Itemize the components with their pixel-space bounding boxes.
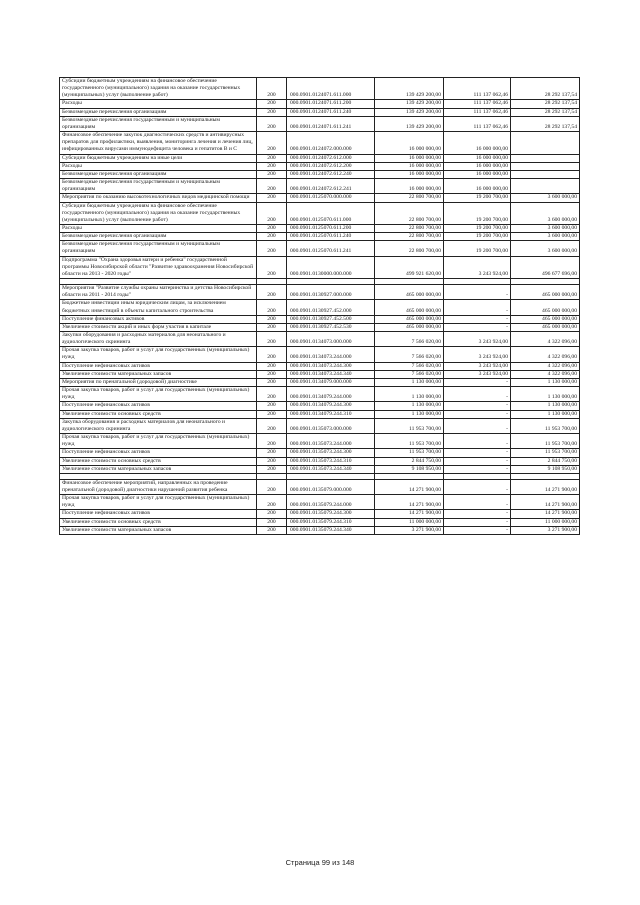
line-code-cell: 200 [257,116,287,131]
expense-name-cell: Поступление нефинансовых активов [60,449,257,457]
unexecuted-amount-cell: 28 292 137,54 [511,108,580,116]
unexecuted-amount-cell: 2 844 750,00 [511,457,580,465]
unexecuted-amount-cell: 11 953 700,00 [511,449,580,457]
approved-amount-cell: 16 000 000,00 [375,132,444,154]
expense-name-cell: Финансовое обеспечение мероприятий, направленных на проведение пренатальной (дородовой) диагностики нарушений развития ребенка [60,479,257,494]
approved-amount-cell: 139 429 200,00 [375,108,444,116]
unexecuted-amount-cell: 4 322 096,00 [511,370,580,378]
approved-amount-cell: 14 271 900,00 [375,495,444,510]
budget-classification-cell: 000.0901.0124071.611.200 [287,100,375,108]
expense-name-cell: Увеличение стоимости основных средств [60,518,257,526]
executed-amount-cell: - [444,315,511,323]
unexecuted-amount-cell: 1 130 000,00 [511,402,580,410]
budget-table [59,77,580,535]
table-row [60,179,580,194]
budget-classification-cell: 000.0901.0135073.244.300 [287,449,375,457]
budget-classification-cell: 000.0901.0124072.612.200 [287,162,375,170]
table-row [60,194,580,202]
unexecuted-amount-cell [511,162,580,170]
line-code-cell: 200 [257,510,287,518]
line-code-cell: 200 [257,194,287,202]
executed-amount-cell: - [444,479,511,494]
expense-name-cell: Прочая закупка товаров, работ и услуг для государственных (муниципальных) нужд [60,347,257,362]
line-code-cell: 200 [257,179,287,194]
approved-amount-cell: 1 130 000,00 [375,410,444,418]
expense-name-cell: Поступление нефинансовых активов [60,510,257,518]
line-code-cell: 200 [257,100,287,108]
executed-amount-cell: 3 243 924,00 [444,362,511,370]
unexecuted-amount-cell: 14 271 900,00 [511,510,580,518]
table-row [60,510,580,518]
line-code-cell: 200 [257,457,287,465]
approved-amount-cell: 7 566 020,00 [375,362,444,370]
table-row [60,479,580,494]
line-code-cell: 200 [257,202,287,224]
approved-amount-cell: 465 000 000,00 [375,300,444,315]
unexecuted-amount-cell: 465 000 000,00 [511,315,580,323]
executed-amount-cell: 19 200 700,00 [444,241,511,256]
approved-amount-cell: 22 800 700,00 [375,233,444,241]
unexecuted-amount-cell: 28 292 137,54 [511,100,580,108]
budget-classification-cell: 000.0901.0124072.612.000 [287,154,375,162]
unexecuted-amount-cell: 11 953 700,00 [511,418,580,433]
budget-classification-cell: 000.0901.0130927.452.530 [287,323,375,331]
line-code-cell: 200 [257,241,287,256]
executed-amount-cell: 16 000 000,00 [444,162,511,170]
budget-classification-cell: 000.0901.0125070.611.240 [287,233,375,241]
table-row [60,241,580,256]
expense-name-cell: Финансовое обеспечение закупок диагностических средств и антивирусных препаратов для профилактики, выявления, мониторинга лечения и лечения лиц, инфицированных вирусами иммунодефицита человека и гепатитов В и С [60,132,257,154]
budget-classification-cell: 000.0901.0135073.000.000 [287,418,375,433]
executed-amount-cell: 111 137 062,46 [444,78,511,100]
executed-amount-cell: 3 243 924,00 [444,332,511,347]
table-row [60,315,580,323]
approved-amount-cell: 14 271 900,00 [375,510,444,518]
executed-amount-cell: 111 137 062,46 [444,116,511,131]
table-row [60,116,580,131]
line-code-cell: 200 [257,300,287,315]
executed-amount-cell: - [444,387,511,402]
executed-amount-cell: 16 000 000,00 [444,132,511,154]
executed-amount-cell: - [444,495,511,510]
approved-amount-cell: 22 800 700,00 [375,224,444,232]
line-code-cell: 200 [257,162,287,170]
line-code-cell: 200 [257,132,287,154]
approved-amount-cell: 9 108 950,00 [375,465,444,473]
line-code-cell: 200 [257,410,287,418]
line-code-cell: 200 [257,347,287,362]
unexecuted-amount-cell: 11 953 700,00 [511,434,580,449]
expense-name-cell: Мероприятия по оказанию высокотехнологичных видов медицинской помощи [60,194,257,202]
executed-amount-cell: - [444,378,511,386]
budget-table-body [60,78,580,535]
table-row [60,154,580,162]
executed-amount-cell: - [444,465,511,473]
executed-amount-cell: - [444,418,511,433]
expense-name-cell: Бюджетные инвестиции иным юридическим лицам, за исключением бюджетных инвестиций в объекты капитального строительства [60,300,257,315]
line-code-cell: 200 [257,256,287,278]
expense-name-cell: Расходы [60,100,257,108]
table-row [60,370,580,378]
budget-classification-cell: 000.0901.0130927.000.000 [287,285,375,300]
approved-amount-cell: 2 844 750,00 [375,457,444,465]
line-code-cell: 200 [257,315,287,323]
table-row [60,518,580,526]
line-code-cell: 200 [257,378,287,386]
budget-classification-cell: 000.0901.0134079.244.000 [287,387,375,402]
approved-amount-cell: 16 000 000,00 [375,154,444,162]
budget-classification-cell: 000.0901.0124071.611.000 [287,78,375,100]
unexecuted-amount-cell: 4 322 096,00 [511,362,580,370]
budget-classification-cell: 000.0901.0135079.244.310 [287,518,375,526]
approved-amount-cell: 139 429 200,00 [375,100,444,108]
line-code-cell: 200 [257,449,287,457]
table-row [60,465,580,473]
line-code-cell: 200 [257,224,287,232]
table-row [60,256,580,278]
table-row [60,162,580,170]
expense-name-cell: Расходы [60,162,257,170]
unexecuted-amount-cell: 28 292 137,54 [511,78,580,100]
unexecuted-amount-cell: 1 130 000,00 [511,378,580,386]
expense-name-cell: Безвозмездные перечисления организациям [60,108,257,116]
approved-amount-cell: 16 000 000,00 [375,162,444,170]
expense-name-cell: Прочая закупка товаров, работ и услуг для государственных (муниципальных) нужд [60,387,257,402]
executed-amount-cell: 3 243 924,00 [444,256,511,278]
budget-classification-cell: 000.0901.0135079.244.340 [287,526,375,534]
executed-amount-cell: - [444,457,511,465]
expense-name-cell: Увеличение стоимости основных средств [60,457,257,465]
approved-amount-cell: 139 429 200,00 [375,78,444,100]
approved-amount-cell: 7 566 020,00 [375,370,444,378]
expense-name-cell: Подпрограмма "Охрана здоровья матери и ребенка" государственной программы Новосибирской области "Развитие здравоохранения Новосибирской области на 2013 - 2020 годы" [60,256,257,278]
unexecuted-amount-cell: 11 000 000,00 [511,518,580,526]
unexecuted-amount-cell [511,170,580,178]
line-code-cell: 200 [257,78,287,100]
approved-amount-cell: 465 000 000,00 [375,285,444,300]
unexecuted-amount-cell: 465 000 000,00 [511,285,580,300]
budget-classification-cell: 000.0901.0134073.000.000 [287,332,375,347]
unexecuted-amount-cell: 3 271 900,00 [511,526,580,534]
line-code-cell: 200 [257,434,287,449]
approved-amount-cell: 465 000 000,00 [375,315,444,323]
line-code-cell: 200 [257,465,287,473]
executed-amount-cell: - [444,518,511,526]
budget-classification-cell: 000.0901.0130000.000.000 [287,256,375,278]
expense-name-cell: Безвозмездные перечисления государственным и муниципальным организациям [60,179,257,194]
table-row [60,495,580,510]
approved-amount-cell: 1 130 000,00 [375,378,444,386]
expense-name-cell: Субсидии бюджетным учреждениям на финансовое обеспечение государственного (муниципального) задания на оказание государственных (муниципальных) услуг (выполнение работ) [60,78,257,100]
budget-classification-cell: 000.0901.0124071.611.241 [287,116,375,131]
table-row [60,410,580,418]
expense-name-cell: Прочая закупка товаров, работ и услуг для государственных (муниципальных) нужд [60,495,257,510]
executed-amount-cell: - [444,285,511,300]
line-code-cell: 200 [257,170,287,178]
budget-classification-cell: 000.0901.0124072.000.000 [287,132,375,154]
approved-amount-cell: 11 000 000,00 [375,518,444,526]
line-code-cell: 200 [257,479,287,494]
line-code-cell: 200 [257,370,287,378]
budget-classification-cell: 000.0901.0125070.611.000 [287,202,375,224]
line-code-cell: 200 [257,526,287,534]
executed-amount-cell: 111 137 062,46 [444,108,511,116]
budget-classification-cell: 000.0901.0125070.611.241 [287,241,375,256]
unexecuted-amount-cell: 14 271 900,00 [511,479,580,494]
expense-name-cell: Увеличение стоимости акций и иных форм участия в капитале [60,323,257,331]
expense-name-cell: Увеличение стоимости материальных запасов [60,526,257,534]
unexecuted-amount-cell: 3 600 000,00 [511,224,580,232]
table-row [60,300,580,315]
expense-name-cell: Расходы [60,224,257,232]
expense-name-cell: Поступление финансовых активов [60,315,257,323]
table-row [60,526,580,534]
expense-name-cell: Безвозмездные перечисления организациям [60,233,257,241]
executed-amount-cell: 16 000 000,00 [444,154,511,162]
expense-name-cell: Мероприятия по пренатальной (дородовой) диагностике [60,378,257,386]
table-row [60,402,580,410]
budget-classification-cell: 000.0901.0124072.612.241 [287,179,375,194]
expense-name-cell: Поступление нефинансовых активов [60,402,257,410]
executed-amount-cell: 19 200 700,00 [444,224,511,232]
line-code-cell: 200 [257,323,287,331]
approved-amount-cell: 16 000 000,00 [375,179,444,194]
budget-classification-cell: 000.0901.0135073.244.310 [287,457,375,465]
budget-classification-cell: 000.0901.0134079.244.310 [287,410,375,418]
page-footer: Страница 99 из 148 [285,858,355,867]
executed-amount-cell: 19 200 700,00 [444,202,511,224]
table-row [60,418,580,433]
line-code-cell: 200 [257,233,287,241]
approved-amount-cell: 7 566 020,00 [375,332,444,347]
executed-amount-cell: 16 000 000,00 [444,179,511,194]
budget-classification-cell: 000.0901.0124072.612.240 [287,170,375,178]
table-row [60,285,580,300]
approved-amount-cell: 22 800 700,00 [375,241,444,256]
unexecuted-amount-cell: 496 677 696,00 [511,256,580,278]
budget-classification-cell: 000.0901.0134073.244.300 [287,362,375,370]
unexecuted-amount-cell: 1 130 000,00 [511,387,580,402]
table-row [60,108,580,116]
budget-classification-cell: 000.0901.0135073.244.000 [287,434,375,449]
table-row [60,449,580,457]
approved-amount-cell: 1 130 000,00 [375,402,444,410]
unexecuted-amount-cell: 14 271 900,00 [511,495,580,510]
table-row [60,233,580,241]
budget-classification-cell: 000.0901.0135079.000.000 [287,479,375,494]
budget-classification-cell: 000.0901.0135079.244.300 [287,510,375,518]
line-code-cell: 200 [257,362,287,370]
unexecuted-amount-cell: 3 600 000,00 [511,233,580,241]
budget-classification-cell: 000.0901.0125070.611.200 [287,224,375,232]
line-code-cell: 200 [257,154,287,162]
budget-classification-cell: 000.0901.0130927.452.500 [287,315,375,323]
approved-amount-cell: 14 271 900,00 [375,479,444,494]
budget-classification-cell: 000.0901.0124071.611.240 [287,108,375,116]
line-code-cell: 200 [257,495,287,510]
line-code-cell: 200 [257,518,287,526]
expense-name-cell: Мероприятия "Развитие службы охраны материнства и детства Новосибирской области на 2011 - 2014 годы" [60,285,257,300]
approved-amount-cell: 11 953 700,00 [375,449,444,457]
budget-classification-cell: 000.0901.0134073.244.340 [287,370,375,378]
unexecuted-amount-cell: 465 000 000,00 [511,323,580,331]
line-code-cell: 200 [257,387,287,402]
table-row [60,378,580,386]
approved-amount-cell: 465 000 000,00 [375,323,444,331]
executed-amount-cell: - [444,410,511,418]
table-row [60,202,580,224]
approved-amount-cell: 22 800 700,00 [375,202,444,224]
executed-amount-cell: 19 200 700,00 [444,194,511,202]
unexecuted-amount-cell: 1 130 000,00 [511,410,580,418]
table-row [60,362,580,370]
table-row [60,170,580,178]
expense-name-cell: Безвозмездные перечисления государственным и муниципальным организациям [60,241,257,256]
budget-classification-cell: 000.0901.0134079.000.000 [287,378,375,386]
executed-amount-cell: - [444,526,511,534]
approved-amount-cell: 1 130 000,00 [375,387,444,402]
approved-amount-cell: 139 429 200,00 [375,116,444,131]
approved-amount-cell: 11 953 700,00 [375,418,444,433]
approved-amount-cell: 22 800 700,00 [375,194,444,202]
unexecuted-amount-cell [511,154,580,162]
executed-amount-cell: - [444,510,511,518]
table-row [60,224,580,232]
unexecuted-amount-cell [511,179,580,194]
approved-amount-cell: 7 566 020,00 [375,347,444,362]
unexecuted-amount-cell: 465 000 000,00 [511,300,580,315]
expense-name-cell: Безвозмездные перечисления государственным и муниципальным организациям [60,116,257,131]
table-row [60,332,580,347]
table-row [60,100,580,108]
budget-classification-cell: 000.0901.0134073.244.000 [287,347,375,362]
executed-amount-cell: - [444,449,511,457]
executed-amount-cell: - [444,300,511,315]
unexecuted-amount-cell: 3 600 000,00 [511,194,580,202]
expense-name-cell: Закупка оборудования и расходных материалов для неонатального и аудиологического скрининга [60,418,257,433]
expense-name-cell: Субсидии бюджетным учреждениям на финансовое обеспечение государственного (муниципального) задания на оказание государственных (муниципальных) услуг (выполнение работ) [60,202,257,224]
line-code-cell: 200 [257,108,287,116]
table-row [60,434,580,449]
line-code-cell: 200 [257,332,287,347]
unexecuted-amount-cell: 3 600 000,00 [511,202,580,224]
executed-amount-cell: 111 137 062,46 [444,100,511,108]
line-code-cell: 200 [257,402,287,410]
budget-classification-cell: 000.0901.0135079.244.000 [287,495,375,510]
approved-amount-cell: 11 953 700,00 [375,434,444,449]
table-row [60,457,580,465]
line-code-cell: 200 [257,285,287,300]
table-row [60,347,580,362]
executed-amount-cell: 16 000 000,00 [444,170,511,178]
approved-amount-cell: 499 921 620,00 [375,256,444,278]
budget-classification-cell: 000.0901.0135073.244.340 [287,465,375,473]
expense-name-cell: Закупки оборудования и расходных материалов для неонатального и аудиологического скрининга [60,332,257,347]
expense-name-cell: Прочая закупка товаров, работ и услуг для государственных (муниципальных) нужд [60,434,257,449]
unexecuted-amount-cell: 28 292 137,54 [511,116,580,131]
expense-name-cell: Поступление нефинансовых активов [60,362,257,370]
unexecuted-amount-cell [511,132,580,154]
expense-name-cell: Увеличение стоимости основных средств [60,410,257,418]
approved-amount-cell: 16 000 000,00 [375,170,444,178]
unexecuted-amount-cell: 3 600 000,00 [511,241,580,256]
unexecuted-amount-cell: 9 108 950,00 [511,465,580,473]
budget-classification-cell: 000.0901.0130927.452.000 [287,300,375,315]
executed-amount-cell: 19 200 700,00 [444,233,511,241]
unexecuted-amount-cell: 4 322 096,00 [511,332,580,347]
approved-amount-cell: 3 271 900,00 [375,526,444,534]
table-row [60,78,580,100]
expense-name-cell: Увеличение стоимости материальных запасов [60,465,257,473]
executed-amount-cell: - [444,434,511,449]
line-code-cell: 200 [257,418,287,433]
table-row [60,387,580,402]
table-row [60,323,580,331]
executed-amount-cell: - [444,323,511,331]
executed-amount-cell: 3 243 924,00 [444,347,511,362]
expense-name-cell: Безвозмездные перечисления организациям [60,170,257,178]
expense-name-cell: Субсидии бюджетным учреждениям на иные цели [60,154,257,162]
table-row [60,132,580,154]
executed-amount-cell: 3 243 924,00 [444,370,511,378]
budget-classification-cell: 000.0901.0125070.000.000 [287,194,375,202]
executed-amount-cell: - [444,402,511,410]
unexecuted-amount-cell: 4 322 096,00 [511,347,580,362]
expense-name-cell: Увеличение стоимости материальных запасов [60,370,257,378]
budget-classification-cell: 000.0901.0134079.244.300 [287,402,375,410]
